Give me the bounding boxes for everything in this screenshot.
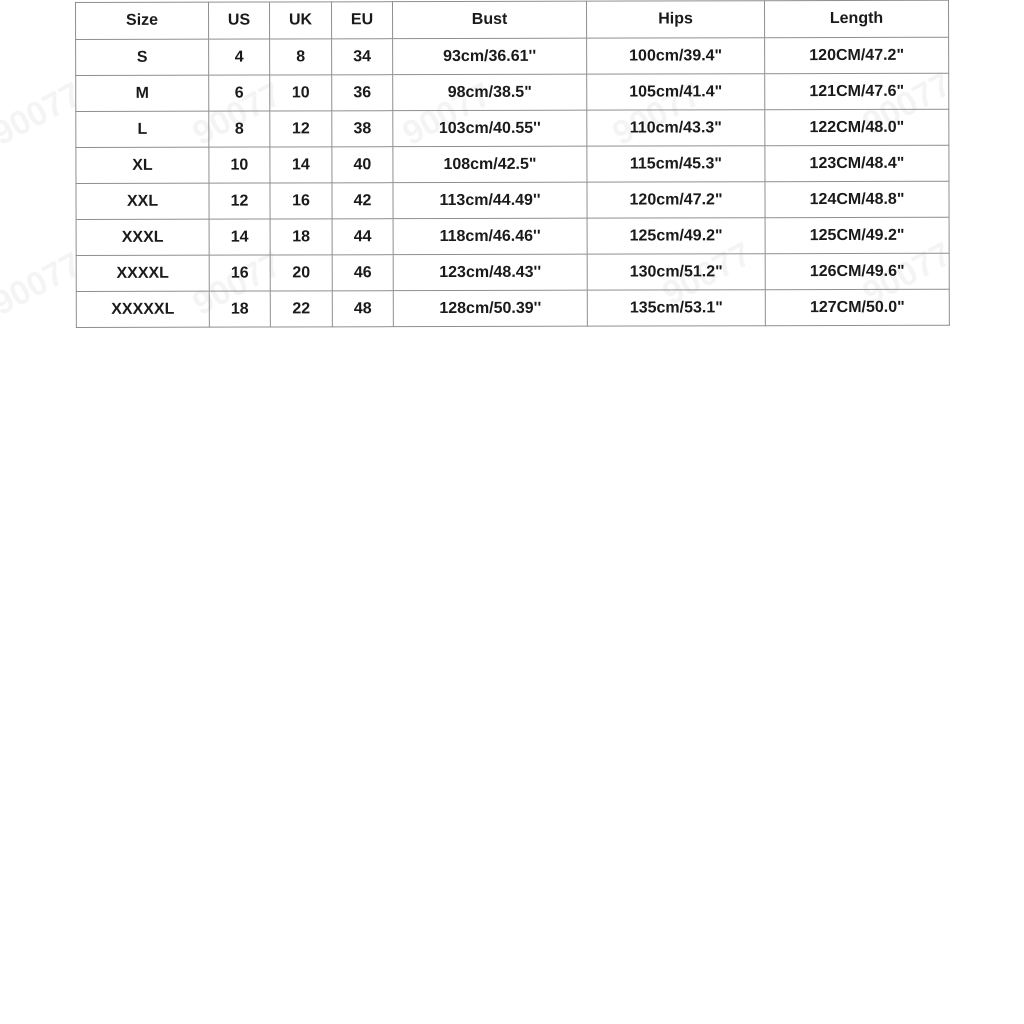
- cell-size: M: [76, 75, 209, 111]
- cell-size: XXL: [76, 183, 209, 219]
- table-row: [76, 289, 949, 327]
- cell-length: 121CM/47.6": [765, 73, 949, 109]
- cell-us: 12: [209, 183, 270, 219]
- cell-bust: 103cm/40.55'': [393, 110, 587, 147]
- cell-hips: 115cm/45.3": [587, 146, 765, 182]
- cell-hips: 135cm/53.1": [587, 290, 765, 326]
- cell-bust: 93cm/36.61'': [393, 38, 587, 75]
- cell-us: 4: [209, 39, 270, 75]
- cell-uk: 16: [270, 183, 332, 219]
- cell-us: 14: [209, 219, 270, 255]
- cell-eu: 34: [332, 39, 393, 75]
- cell-length: 124CM/48.8": [765, 181, 949, 217]
- cell-uk: 12: [270, 111, 332, 147]
- cell-us: 6: [209, 75, 270, 111]
- cell-us: 10: [209, 147, 270, 183]
- cell-eu: 42: [332, 183, 393, 219]
- header-hips: Hips: [586, 1, 764, 38]
- cell-eu: 44: [332, 219, 393, 255]
- cell-size: XXXXL: [76, 255, 209, 291]
- table-row: [76, 37, 949, 75]
- cell-size: XXXXXL: [76, 291, 209, 327]
- cell-hips: 100cm/39.4": [587, 38, 765, 74]
- table-row: [76, 145, 949, 183]
- cell-uk: 18: [270, 219, 332, 255]
- cell-size: L: [76, 111, 209, 147]
- table-row: [76, 217, 949, 255]
- cell-hips: 130cm/51.2": [587, 254, 765, 290]
- cell-length: 120CM/47.2": [765, 37, 949, 73]
- cell-length: 123CM/48.4": [765, 145, 949, 181]
- cell-eu: 40: [332, 147, 393, 183]
- cell-bust: 128cm/50.39'': [393, 290, 587, 327]
- table-row: [76, 253, 949, 291]
- table-row: [76, 109, 949, 147]
- cell-bust: 123cm/48.43'': [393, 254, 587, 291]
- header-uk: UK: [270, 2, 332, 39]
- table-row: [76, 73, 949, 111]
- cell-us: 18: [209, 291, 270, 327]
- cell-bust: 113cm/44.49'': [393, 182, 587, 219]
- cell-length: 127CM/50.0": [765, 289, 949, 325]
- cell-eu: 46: [332, 255, 393, 291]
- cell-length: 122CM/48.0": [765, 109, 949, 145]
- cell-size: XXXL: [76, 219, 209, 255]
- cell-eu: 48: [332, 291, 393, 327]
- header-eu: EU: [332, 2, 393, 39]
- table-row: [76, 181, 949, 219]
- header-us: US: [209, 2, 270, 39]
- cell-length: 125CM/49.2": [765, 217, 949, 253]
- cell-hips: 125cm/49.2": [587, 218, 765, 254]
- size-chart-table: [75, 0, 950, 328]
- cell-size: S: [76, 39, 209, 75]
- header-bust: Bust: [393, 1, 587, 39]
- cell-bust: 118cm/46.46'': [393, 218, 587, 255]
- cell-us: 16: [209, 255, 270, 291]
- cell-uk: 8: [270, 39, 332, 75]
- cell-us: 8: [209, 111, 270, 147]
- cell-uk: 14: [270, 147, 332, 183]
- header-size: Size: [76, 2, 209, 39]
- cell-uk: 22: [270, 291, 332, 327]
- cell-uk: 20: [270, 255, 332, 291]
- cell-hips: 105cm/41.4": [587, 74, 765, 110]
- cell-hips: 120cm/47.2": [587, 182, 765, 218]
- cell-eu: 36: [332, 75, 393, 111]
- cell-hips: 110cm/43.3": [587, 110, 765, 146]
- cell-bust: 108cm/42.5": [393, 146, 587, 183]
- cell-uk: 10: [270, 75, 332, 111]
- cell-size: XL: [76, 147, 209, 183]
- header-row: [76, 0, 949, 39]
- header-length: Length: [764, 0, 948, 37]
- cell-eu: 38: [332, 111, 393, 147]
- cell-bust: 98cm/38.5": [393, 74, 587, 111]
- cell-length: 126CM/49.6": [765, 253, 949, 289]
